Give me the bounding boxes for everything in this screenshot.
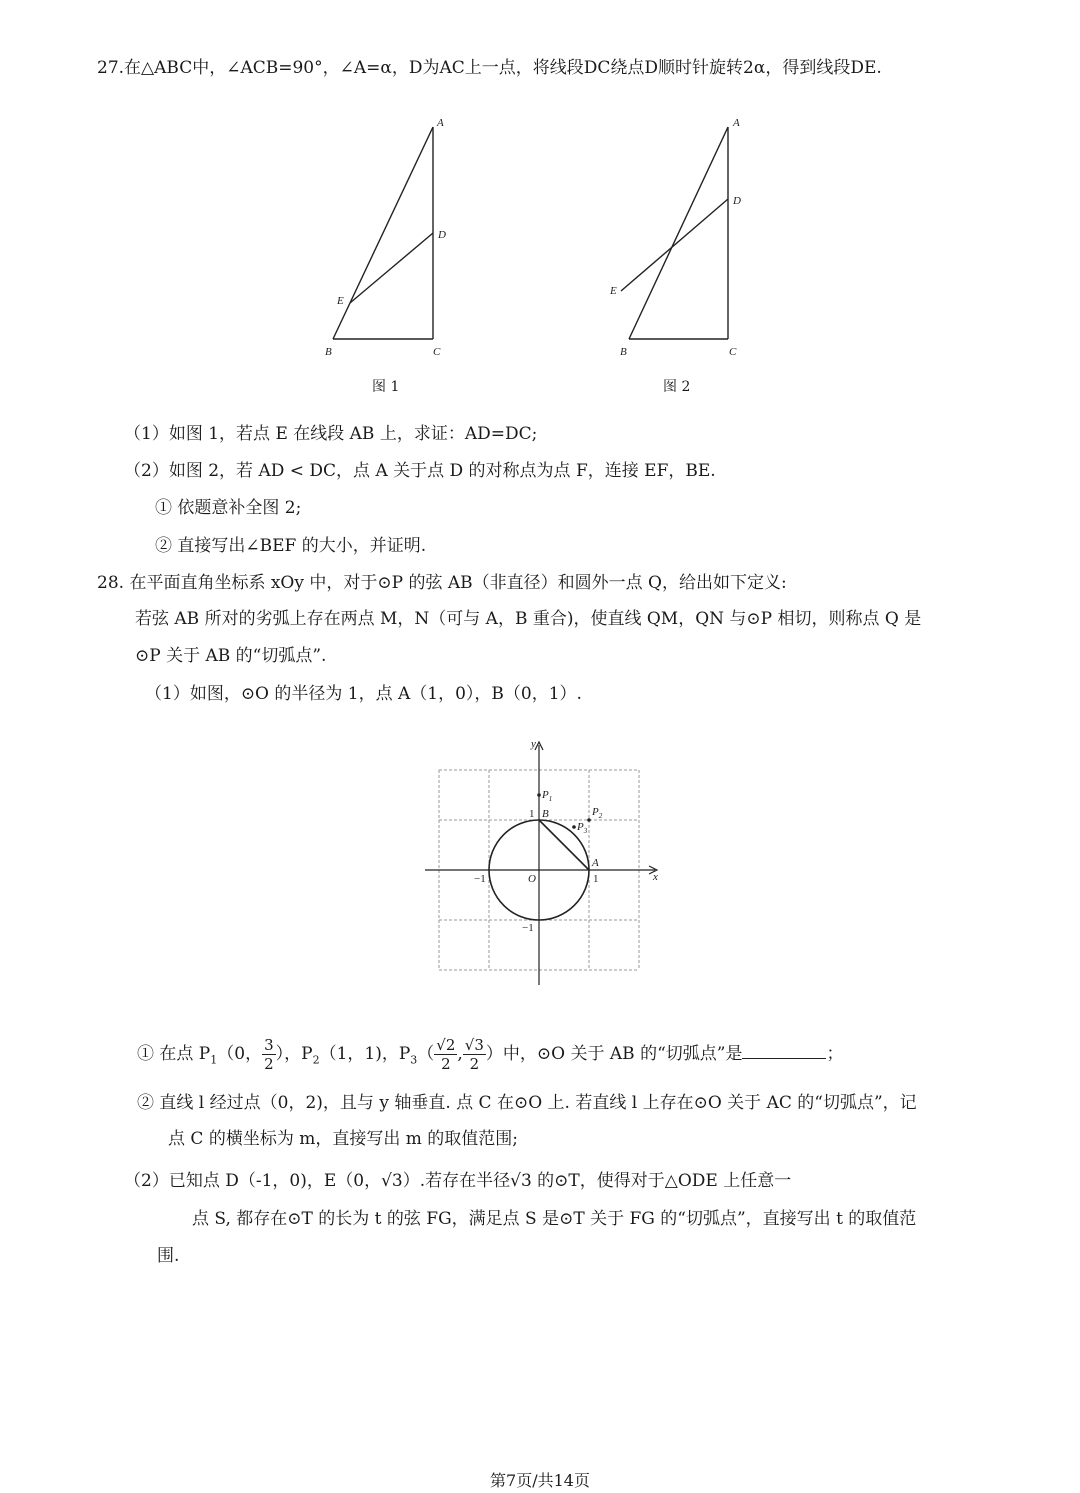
fig1-caption: 图 1 — [372, 379, 400, 395]
figure-2 — [600, 110, 770, 362]
q28-definition-line2: ⊙P 关于 AB 的“切弧点”. — [135, 646, 327, 666]
label-neg-one-x: −1 — [474, 873, 486, 885]
label-neg-one-y: −1 — [522, 922, 534, 934]
fraction-sqrt2-over-2: $\frac{√2}{2}$ — [436, 1036, 456, 1073]
fig2-label-c: C — [729, 346, 737, 358]
q27-stem: 27.在△ABC中，∠ACB=90°，∠A=α，D为AC上一点，将线段DC绕点D顺时针旋转2α，得到线段DE. — [97, 58, 882, 78]
q28-part2-line3: 围. — [157, 1246, 180, 1266]
fig1-label-d: D — [438, 229, 446, 241]
label-one-y: 1 — [529, 808, 535, 820]
figure-1 — [300, 110, 470, 362]
fig2-segment-de — [621, 199, 728, 291]
coordinate-figure — [420, 735, 670, 990]
fig2-caption: 图 2 — [663, 379, 691, 395]
q28-part1: （1）如图，⊙O 的半径为 1，点 A（1，0），B（0，1）. — [145, 684, 582, 704]
fig2-label-e: E — [610, 285, 617, 297]
q28-sub2-line1: ② 直线 l 经过点（0，2)，且与 y 轴垂直. 点 C 在⊙O 上. 若直线 l 上存在⊙O 关于 AC 的“切弧点”，记 — [137, 1093, 917, 1113]
label-p1: $P_1$ — [542, 789, 553, 803]
fraction-sqrt3-over-2: $\frac{√3}{2}$ — [464, 1036, 484, 1073]
q28-stem: 28. 在平面直角坐标系 xOy 中，对于⊙P 的弦 AB（非直径）和圆外一点 Q，给出如下定义: — [97, 573, 787, 593]
q27-part2-sub1: ① 依题意补全图 2; — [155, 498, 302, 518]
fig1-segment-ab — [333, 127, 433, 339]
page-footer: 第7页/共14页 — [490, 1471, 590, 1490]
fraction-3-over-2: $\frac{3}{2}$ — [264, 1036, 274, 1073]
label-a: A — [592, 857, 599, 869]
point-p1 — [537, 793, 541, 797]
label-x: x — [653, 871, 658, 883]
q27-part1: （1）如图 1，若点 E 在线段 AB 上，求证：AD=DC; — [124, 424, 538, 444]
point-p3 — [572, 825, 576, 829]
fig1-label-e: E — [337, 295, 344, 307]
fig2-segment-ab — [629, 127, 728, 339]
fig2-label-a: A — [733, 117, 740, 129]
q27-part2-sub2: ② 直接写出∠BEF 的大小，并证明. — [155, 536, 427, 556]
fig1-label-b: B — [325, 346, 332, 358]
label-y: y — [531, 738, 536, 750]
fig1-label-c: C — [433, 346, 441, 358]
q28-sub1: ① 在点 $P_1(0$， $\frac{3}{2}$ ），$P_2(1$，1)，$P_3$（ $\frac{√2}{2}$ , $\frac{√3}{2}$ ）中，⊙O 关于 AB 的“切弧点”是 ； — [137, 1036, 844, 1073]
q28-sub2-line2: 点 C 的横坐标为 m，直接写出 m 的取值范围; — [168, 1129, 518, 1149]
fig1-segment-de — [350, 233, 433, 303]
point-p2 — [587, 818, 591, 822]
label-b: B — [542, 808, 549, 820]
label-one-x: 1 — [593, 873, 599, 885]
label-p2: $P_2$ — [592, 806, 603, 820]
q27-part2: （2）如图 2，若 AD < DC，点 A 关于点 D 的对称点为点 F，连接 EF，BE. — [124, 461, 716, 481]
q28-definition-line1: 若弦 AB 所对的劣弧上存在两点 M，N（可与 A，B 重合)，使直线 QM，QN 与⊙P 相切，则称点 Q 是 — [135, 609, 922, 629]
label-p3: $P_3$ — [577, 821, 588, 835]
fig2-label-d: D — [733, 195, 741, 207]
answer-blank[interactable] — [742, 1042, 826, 1059]
fig1-label-a: A — [437, 117, 444, 129]
label-o: O — [528, 873, 536, 885]
q28-part2-line1: （2）已知点 D（-1，0)，E（0，√3）.若存在半径√3 的⊙T，使得对于△ODE 上任意一 — [124, 1171, 792, 1191]
fig2-label-b: B — [620, 346, 627, 358]
q28-part2-line2: 点 S, 都存在⊙T 的长为 t 的弦 FG，满足点 S 是⊙T 关于 FG 的“切弧点”，直接写出 t 的取值范 — [192, 1209, 917, 1229]
